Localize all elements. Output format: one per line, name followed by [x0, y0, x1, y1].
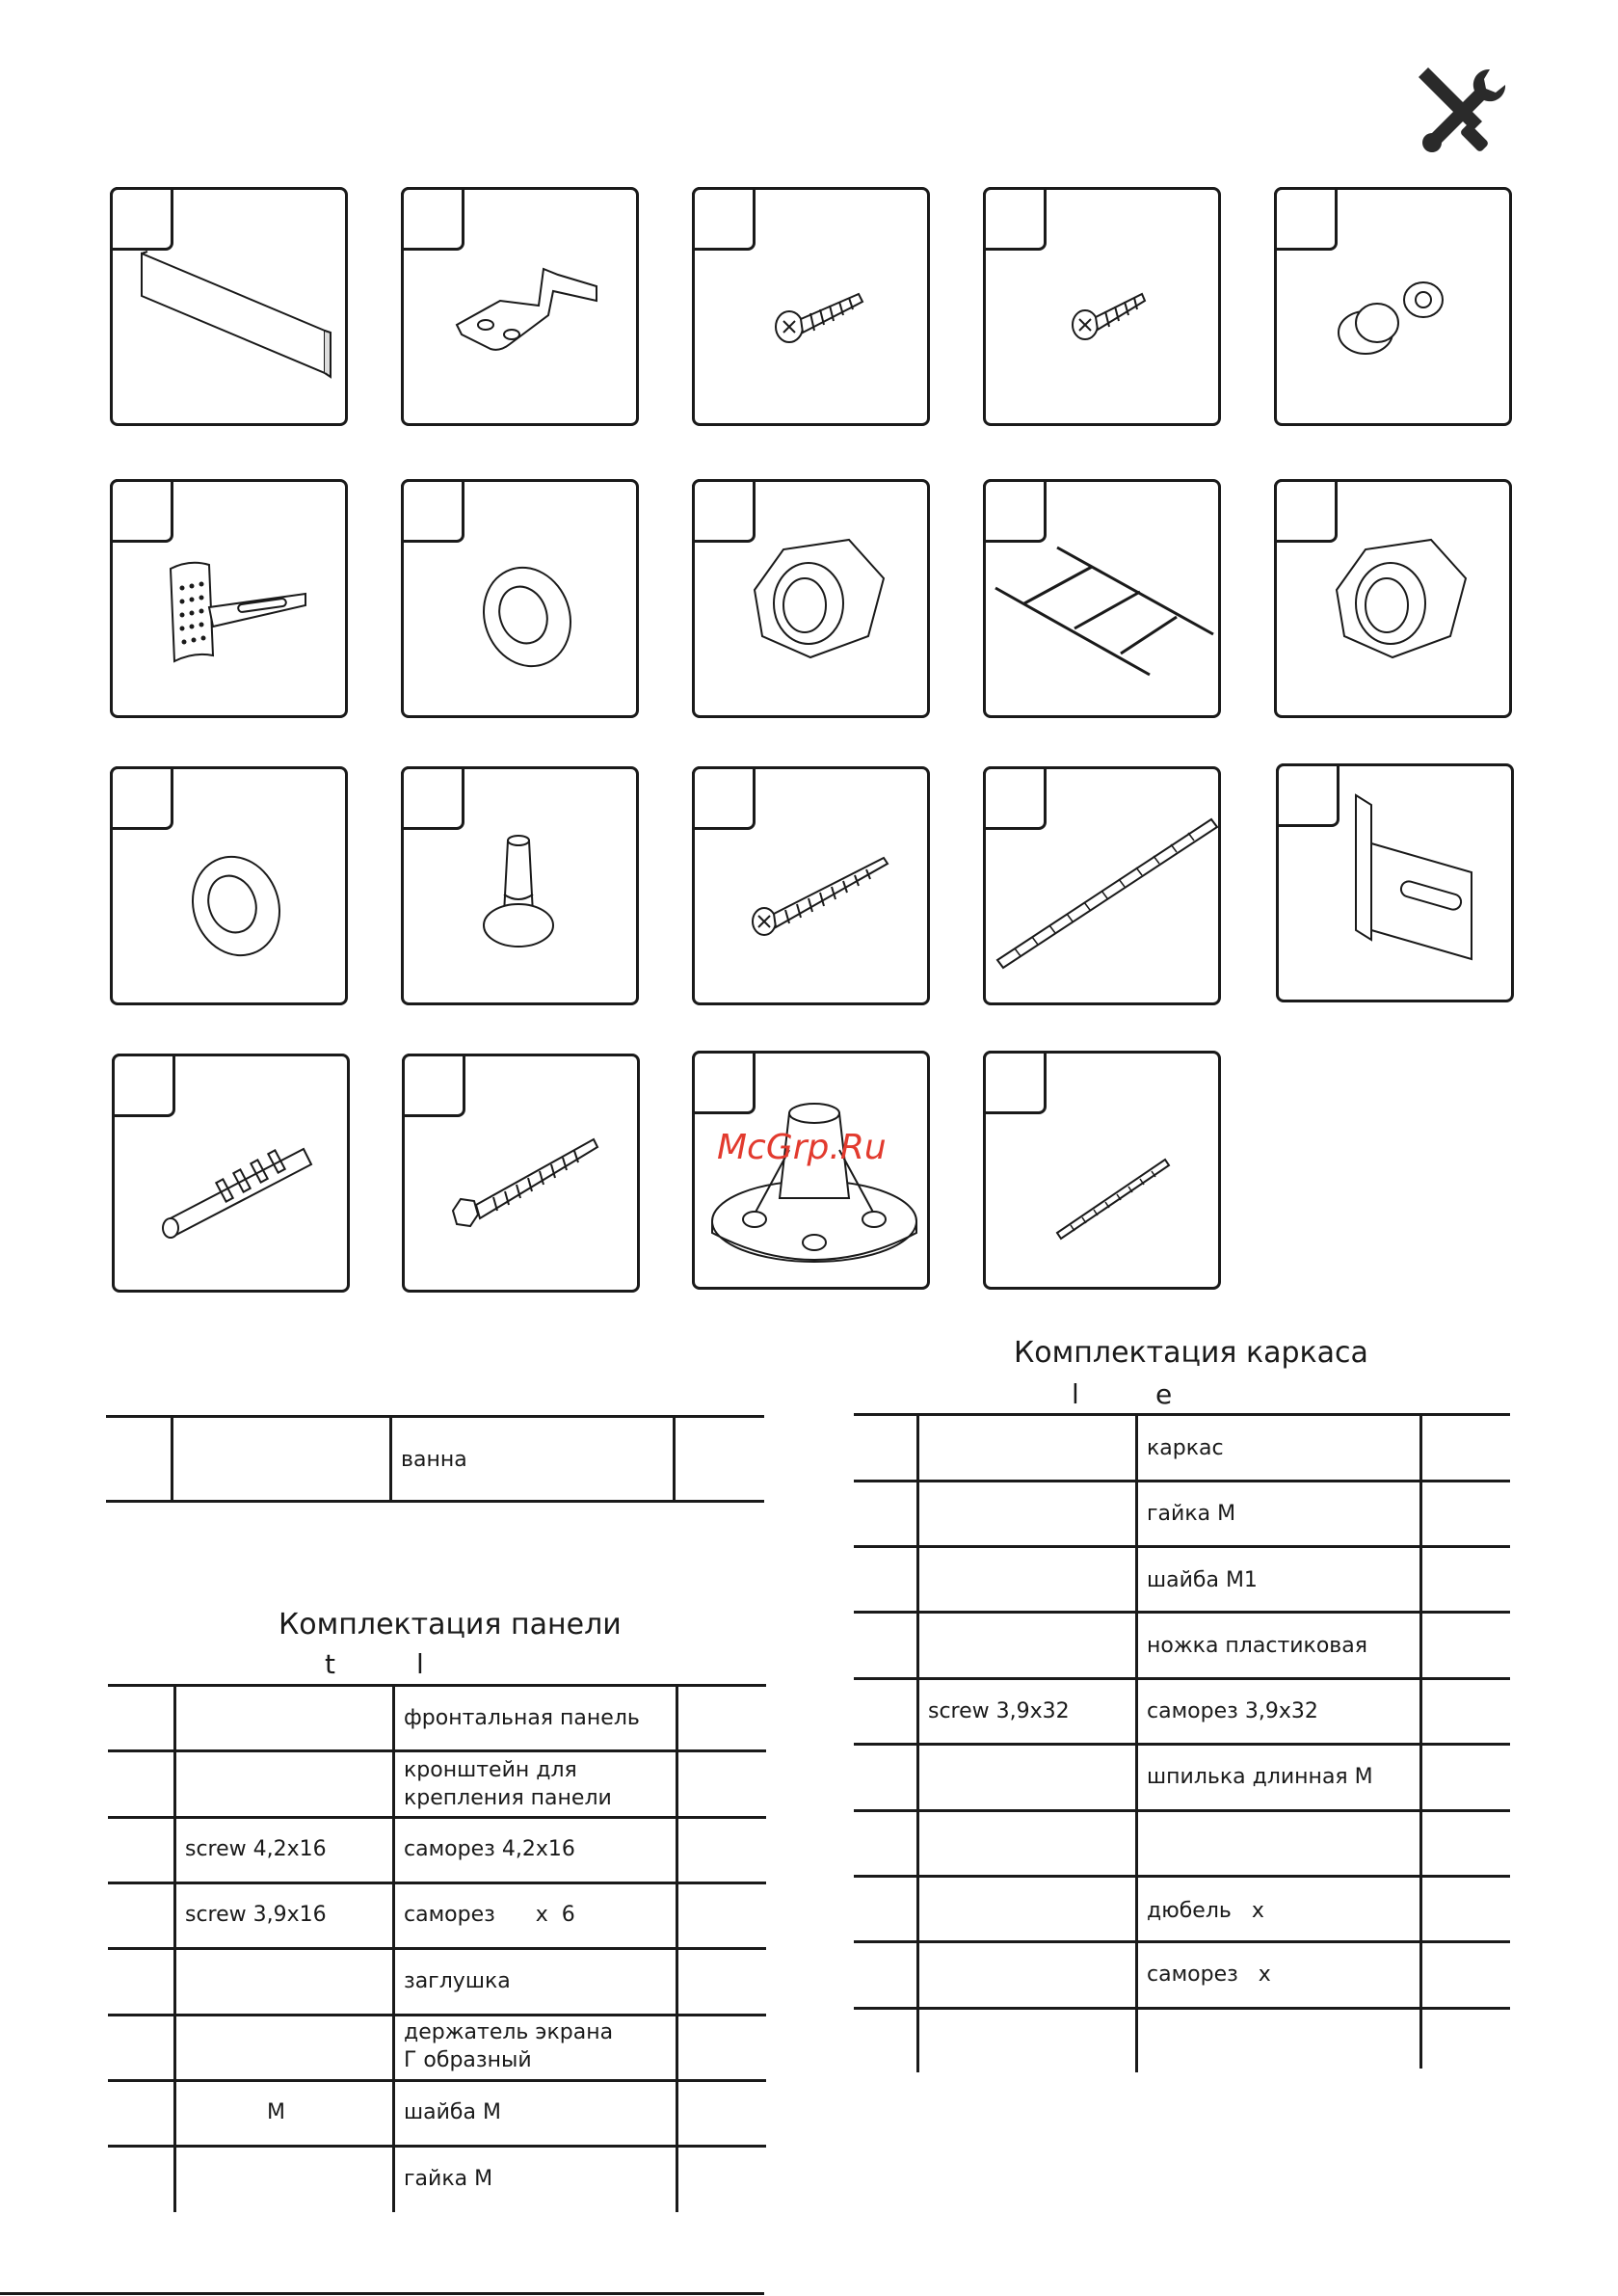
wrench-screwdriver-icon [1415, 64, 1511, 160]
plug-cap-icon [1277, 190, 1515, 429]
bath-row-name: ванна [401, 1448, 467, 1472]
panel-row-name: шайба M [404, 2100, 501, 2124]
frame-row-name: шайба M1 [1147, 1568, 1258, 1592]
nut-icon [1277, 482, 1515, 721]
panel-table-subtitle-b: l [416, 1648, 424, 1680]
screw-icon [695, 190, 933, 429]
washer-icon [113, 769, 351, 1008]
frame-row-name: саморез 3,9x32 [1147, 1699, 1318, 1723]
part-card-5 [1274, 187, 1512, 426]
part-card-15 [1276, 763, 1514, 1002]
part-card-7 [401, 479, 639, 718]
part-card-10 [1274, 479, 1512, 718]
part-card-8 [692, 479, 930, 718]
panel-row-name: саморез 4,2x16 [404, 1837, 575, 1861]
stud-icon [986, 1054, 1224, 1293]
panel-row-name: гайка M [404, 2167, 493, 2191]
part-card-14 [983, 766, 1221, 1005]
panel-row-name: кронштейн для крепления панели [404, 1758, 612, 1810]
part-card-3 [692, 187, 930, 426]
screw-small-icon [986, 190, 1224, 429]
frame-table-subtitle-a: l [1072, 1378, 1079, 1410]
watermark: McGrp.Ru [717, 1128, 887, 1167]
part-card-17 [402, 1054, 640, 1293]
frame-row-name: шпилька длинная M [1147, 1765, 1373, 1789]
panel-row-code: screw 4,2x16 [185, 1837, 327, 1861]
part-card-19 [983, 1051, 1221, 1290]
part-card-2 [401, 187, 639, 426]
frame-icon [986, 482, 1224, 721]
hex-screw-icon [405, 1056, 643, 1295]
panel-row-code: M [267, 2100, 285, 2124]
panel-row-name: фронтальная панель [404, 1706, 640, 1730]
bracket-icon [404, 190, 642, 429]
frame-row-name: ножка пластиковая [1147, 1634, 1367, 1658]
dowel-icon [115, 1056, 353, 1295]
part-card-12 [401, 766, 639, 1005]
frame-row-name: саморез x [1147, 1962, 1271, 1987]
frame-row-code: screw 3,9x32 [928, 1699, 1070, 1723]
panel-table-subtitle-a: t [325, 1648, 335, 1680]
nut-icon [695, 482, 933, 721]
panel-table-title: Комплектация панели [279, 1608, 622, 1642]
frame-table-subtitle-b: e [1155, 1378, 1173, 1410]
panel-row-code: screw 3,9x16 [185, 1903, 327, 1927]
wall-bracket-icon [1279, 766, 1517, 1005]
l-holder-icon [113, 482, 351, 721]
part-card-13 [692, 766, 930, 1005]
frame-row-name: дюбель x [1147, 1899, 1264, 1923]
part-card-11 [110, 766, 348, 1005]
part-card-16 [112, 1054, 350, 1293]
frame-row-name: гайка M [1147, 1502, 1236, 1526]
panel-row-name: заглушка [404, 1969, 511, 1993]
panel-row-name: держатель экрана Г образный [404, 2020, 614, 2072]
panel-row-name: саморез x 6 [404, 1903, 575, 1927]
frame-table-title: Комплектация каркаса [1014, 1336, 1368, 1370]
part-card-6 [110, 479, 348, 718]
screw-long-icon [695, 769, 933, 1008]
washer-icon [404, 482, 642, 721]
threaded-rod-icon [986, 769, 1224, 1008]
foot-base-icon [695, 1054, 933, 1293]
panel-strip-icon [113, 190, 351, 429]
frame-row-name: каркас [1147, 1436, 1224, 1460]
part-card-4 [983, 187, 1221, 426]
bottom-divider [0, 2292, 764, 2295]
plastic-leg-icon [404, 769, 642, 1008]
part-card-9 [983, 479, 1221, 718]
part-card-18 [692, 1051, 930, 1290]
part-card-1 [110, 187, 348, 426]
